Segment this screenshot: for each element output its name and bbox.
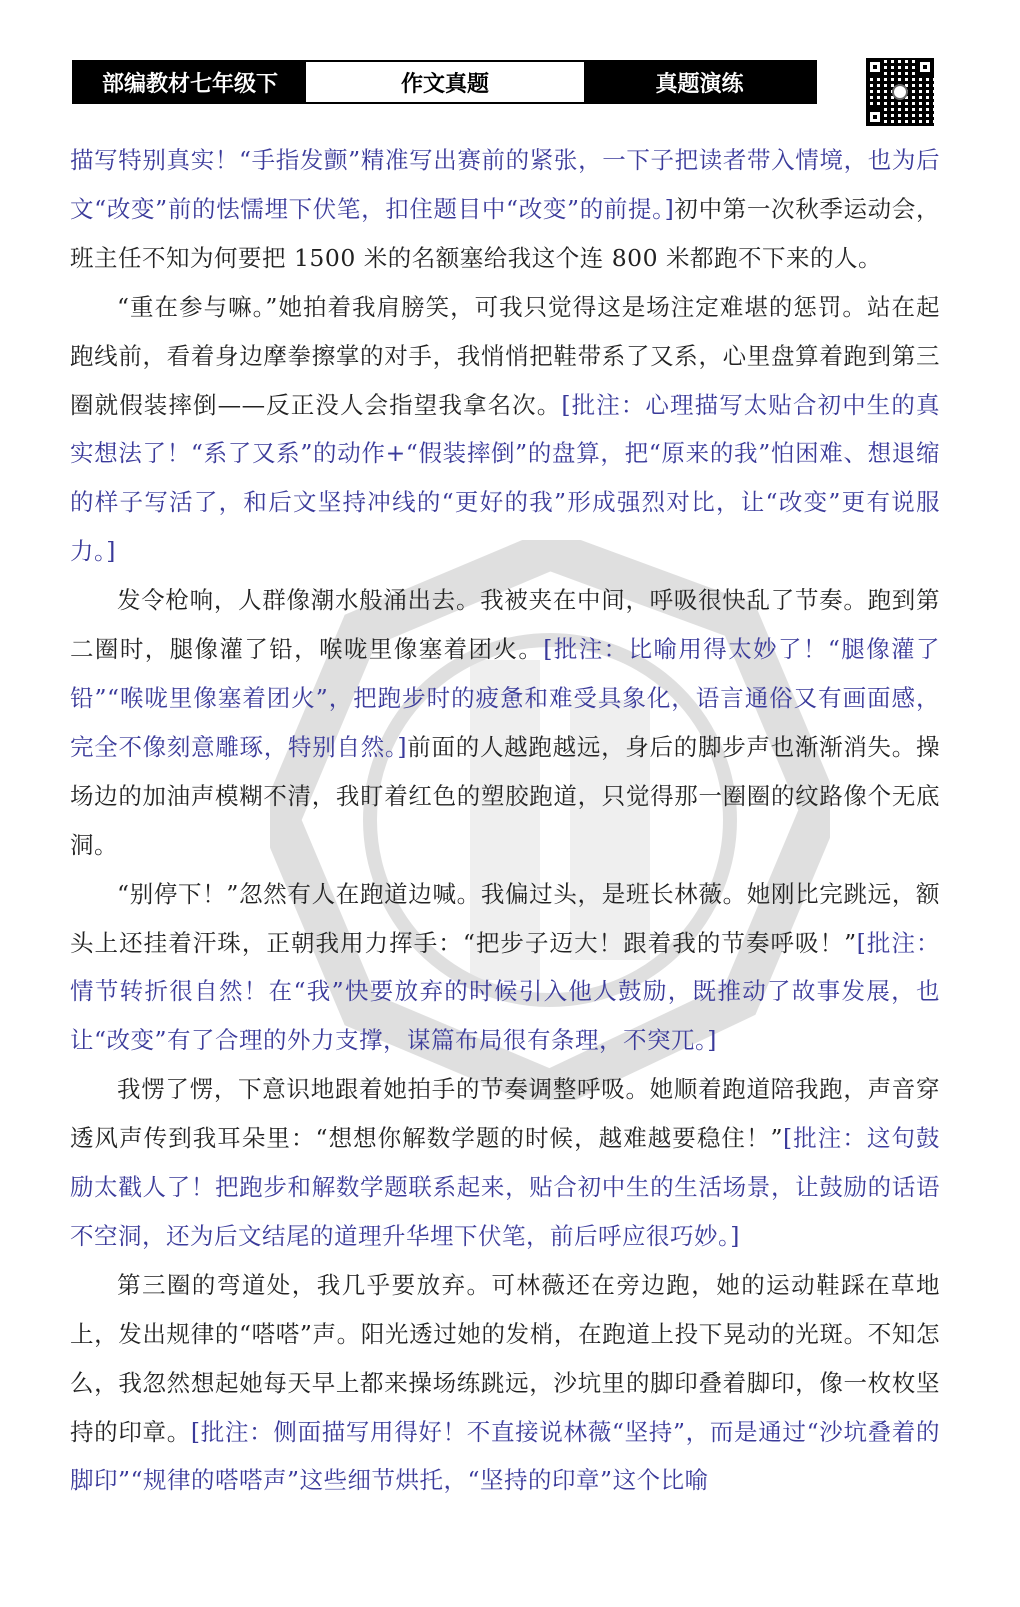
essay-text: 发令枪响，人群像潮水般涌出去。我被夹在中间，呼吸很快乱了节奏。跑到第二圈时，腿像灌了铅，喉咙里像塞着团火。 bbox=[70, 586, 940, 664]
annotation-comment: [批注：这句鼓励太戳人了！把跑步和解数学题联系起来，贴合初中生的生活场景，让鼓励的话语不空洞，还为后文结尾的道理升华埋下伏笔，前后呼应很巧妙。] bbox=[70, 1124, 940, 1250]
qr-code-icon bbox=[866, 58, 934, 126]
header-practice-label: 真题演练 bbox=[584, 62, 815, 102]
essay-body bbox=[70, 136, 940, 1505]
annotation-comment: [批注：比喻用得太妙了！“腿像灌了铅”“喉咙里像塞着团火”，把跑步时的疲惫和难受具象化，语言通俗又有画面感，完全不像刻意雕琢，特别自然。] bbox=[70, 635, 941, 761]
essay-paragraph bbox=[70, 136, 940, 283]
essay-text: 初中第一次秋季运动会，班主任不知为何要把 1500 米的名额塞给我这个连 800 米都跑不下来的人。 bbox=[70, 194, 940, 272]
annotation-comment: [批注：心理描写太贴合初中生的真实想法了！“系了又系”的动作+“假装摔倒”的盘算，把“原来的我”怕困难、想退缩的样子写活了，和后文坚持冲线的“更好的我”形成强烈对比，让“改变”更有说服力。] bbox=[70, 390, 940, 566]
essay-paragraph bbox=[70, 1261, 940, 1506]
essay-text: “别停下！”忽然有人在跑道边喊。我偏过头，是班长林薇。她刚比完跳远，额头上还挂着汗珠，正朝我用力挥手：“把步子迈大！跟着我的节奏呼吸！” bbox=[70, 879, 940, 957]
annotation-comment: [批注：情节转折很自然！在“我”快要放弃的时候引入他人鼓励，既推动了故事发展，也让“改变”有了合理的外力支撑，谋篇布局很有条理，不突兀。] bbox=[70, 928, 940, 1055]
essay-text: 我愣了愣，下意识地跟着她拍手的节奏调整呼吸。她顺着跑道陪我跑，声音穿透风声传到我耳朵里：“想想你解数学题的时候，越难越要稳住！” bbox=[70, 1075, 940, 1153]
essay-paragraph bbox=[70, 1065, 940, 1261]
annotation-comment: [批注：侧面描写用得好！不直接说林薇“坚持”，而是通过“沙坑叠着的脚印”“规律的嗒嗒声”这些细节烘托，“坚持的印章”这个比喻 bbox=[70, 1417, 940, 1495]
essay-text: 第三圈的弯道处，我几乎要放弃。可林薇还在旁边跑，她的运动鞋踩在草地上，发出规律的“嗒嗒”声。阳光透过她的发梢，在跑道上投下晃动的光斑。不知怎么，我忽然想起她每天早上都来操场练跳远，沙坑里的脚印叠着脚印，像一枚枚坚持的印章。 bbox=[70, 1270, 940, 1446]
annotation-comment: 描写特别真实！“手指发颤”精准写出赛前的紧张，一下子把读者带入情境，也为后文“改变”前的怯懦埋下伏笔，扣住题目中“改变”的前提。] bbox=[70, 146, 940, 223]
essay-paragraph bbox=[70, 576, 940, 869]
header-textbook-label: 部编教材七年级下 bbox=[74, 62, 306, 102]
essay-paragraph bbox=[70, 870, 940, 1066]
essay-text: 前面的人越跑越远，身后的脚步声也渐渐消失。操场边的加油声模糊不清，我盯着红色的塑胶跑道，只觉得那一圈圈的纹路像个无底洞。 bbox=[70, 732, 940, 859]
essay-text: “重在参与嘛。”她拍着我肩膀笑，可我只觉得这是场注定难堪的惩罚。站在起跑线前，看着身边摩拳擦掌的对手，我悄悄把鞋带系了又系，心里盘算着跑到第三圈就假装摔倒——反正没人会指望我拿名次。 bbox=[70, 292, 940, 419]
essay-paragraph bbox=[70, 283, 940, 576]
header-bar bbox=[72, 60, 817, 104]
header-section-label: 作文真题 bbox=[306, 62, 584, 102]
